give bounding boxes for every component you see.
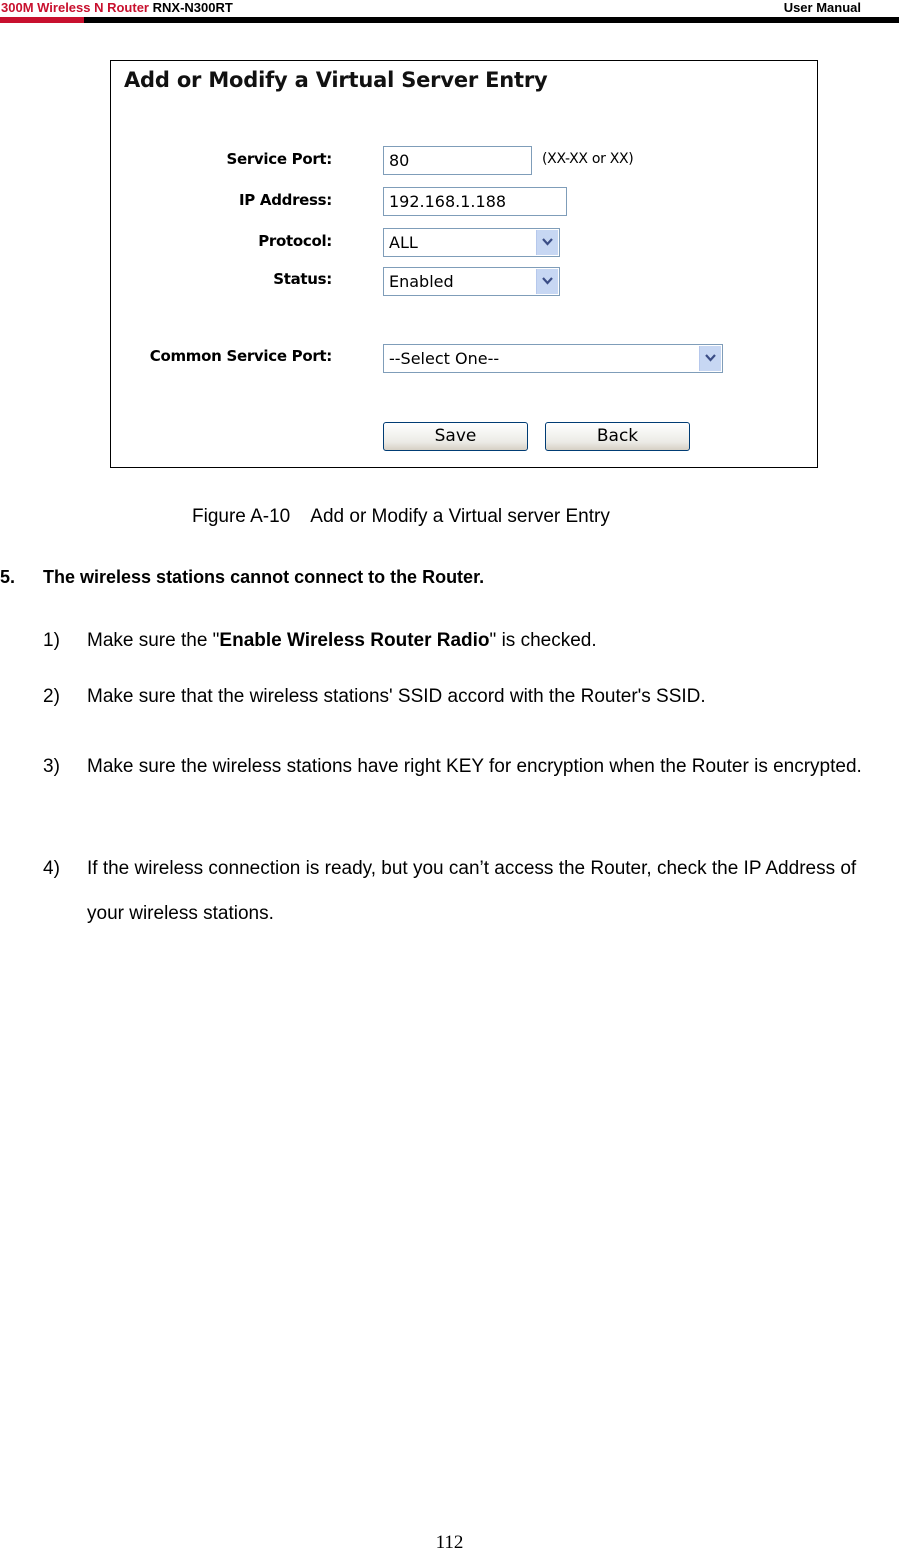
list-item-text-post: " is checked. [489,630,597,651]
header-product [1,0,233,15]
common-service-port-select[interactable] [383,344,723,373]
header-product-name: 300M Wireless N Router [1,0,149,15]
status-select[interactable] [383,267,560,296]
save-button[interactable]: Save [383,422,528,451]
status-value: Enabled [389,272,454,291]
back-button[interactable]: Back [545,422,690,451]
virtual-server-form [110,60,818,468]
service-port-hint: (XX-XX or XX) [542,151,634,167]
list-item-number: 2) [43,686,60,707]
page-number: 112 [435,1532,464,1553]
list-item-text-pre: Make sure the " [87,630,220,651]
header-manual-title: User Manual [783,0,861,15]
protocol-select[interactable] [383,228,560,257]
protocol-label: Protocol: [258,232,332,250]
chevron-down-icon[interactable] [699,346,721,371]
list-item-text: Make sure that the wireless stations' SSID accord with the Router's SSID. [87,686,706,707]
form-title: Add or Modify a Virtual Server Entry [124,68,548,92]
list-item-text [87,618,877,663]
figure-caption: Figure A-10 Add or Modify a Virtual server Entry [192,506,610,527]
list-item-number: 1) [43,630,60,651]
list-item-number: 3) [43,756,60,777]
service-port-input[interactable]: 80 [383,146,532,175]
header-bar-accent [0,17,84,23]
protocol-value: ALL [389,233,418,252]
section-title: The wireless stations cannot connect to the Router. [43,567,485,587]
header-model: RNX-N300RT [152,0,233,15]
list-item-text: Make sure the wireless stations have right KEY for encryption when the Router is encrypted. [87,756,862,777]
page-header [0,0,899,26]
service-port-label: Service Port: [226,150,332,168]
list-item-number: 4) [43,858,60,879]
ip-address-input[interactable]: 192.168.1.188 [383,187,567,216]
status-label: Status: [273,270,332,288]
chevron-down-icon[interactable] [536,269,558,294]
common-service-port-label: Common Service Port: [149,347,332,365]
common-service-port-value: --Select One-- [389,349,500,368]
list-item-text: If the wireless connection is ready, but you can’t access the Router, check the IP Address of your wireless stations. [87,858,857,924]
ip-address-label: IP Address: [238,191,332,209]
chevron-down-icon[interactable] [536,230,558,255]
list-item-text-bold: Enable Wireless Router Radio [219,630,490,651]
section-number: 5. [0,567,16,587]
header-bar [84,17,899,23]
